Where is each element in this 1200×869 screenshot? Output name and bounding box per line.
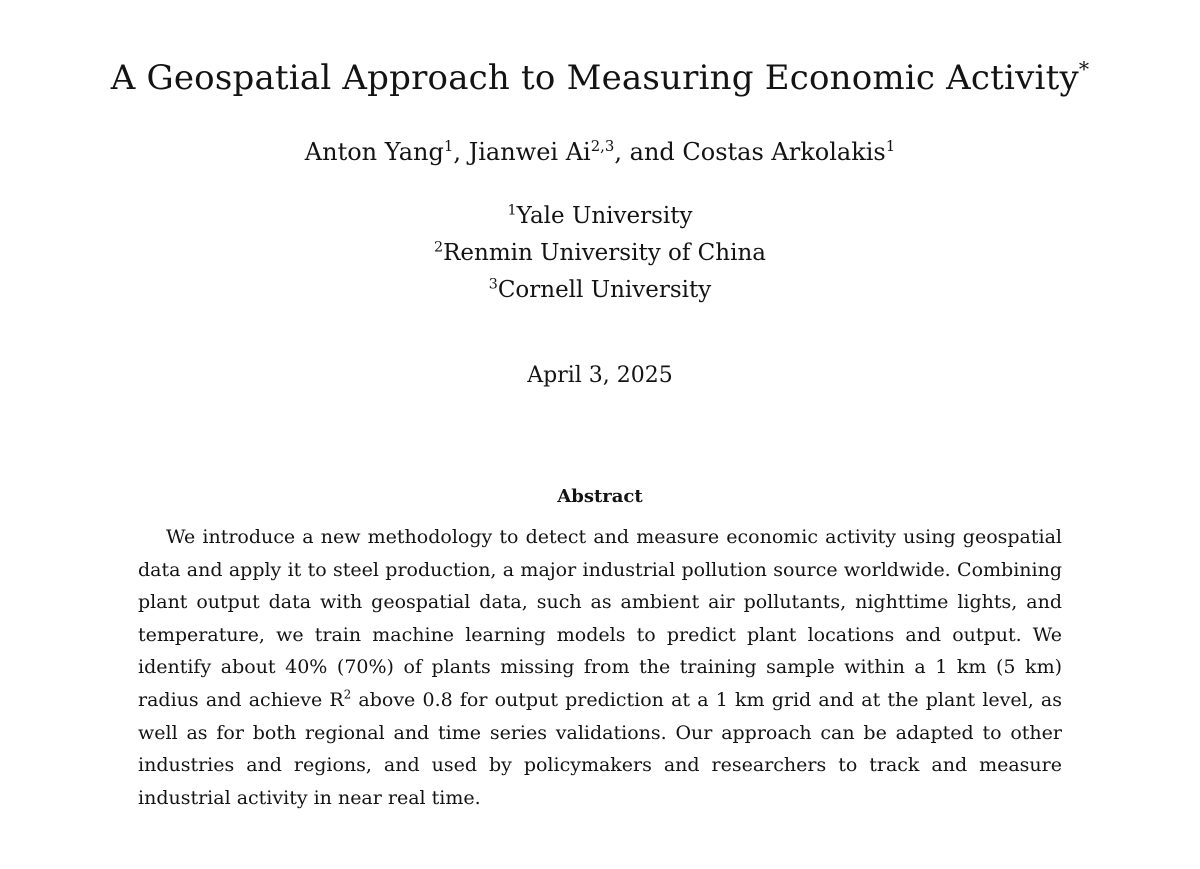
abstract-text-part1: We introduce a new methodology to detect and measure economic activity using geospatial data and apply it to steel production, a major industrial pollution source worldwide. Combining plant output data with geospatial data, such as ambient air pollutants, nighttime lights, and temperature, we train machine learning models to predict plant locations and output. We identify about 40% (70%) of plants missing from the training sample within a 1 km (5 km) radius and achieve R bbox=[138, 526, 1062, 711]
affiliation-line bbox=[0, 198, 1200, 235]
author-separator: , bbox=[453, 138, 469, 166]
author-affiliation-superscript: 1 bbox=[443, 137, 454, 155]
affiliation-superscript: 3 bbox=[488, 276, 498, 293]
abstract-r-squared-superscript: 2 bbox=[343, 687, 352, 702]
affiliation-name: Yale University bbox=[516, 203, 693, 229]
author-separator: , and bbox=[614, 138, 683, 166]
affiliation-superscript: 2 bbox=[434, 239, 444, 256]
author-name: Jianwei Ai bbox=[468, 138, 591, 166]
abstract-text-part2: above 0.8 for output prediction at a 1 km grid and at the plant level, as well as for both regional and time series validations. Our approach can be adapted to other industries and regions, and used by policymakers and researchers to track and measure industrial activity in near real time. bbox=[138, 688, 1062, 809]
affiliation-superscript: 1 bbox=[507, 202, 517, 219]
author-name: Costas Arkolakis bbox=[682, 138, 886, 166]
affiliation-name: Renmin University of China bbox=[443, 240, 766, 266]
affiliation-line bbox=[0, 235, 1200, 272]
paper-title bbox=[0, 58, 1200, 98]
author-name: Anton Yang bbox=[304, 138, 444, 166]
authors-line bbox=[0, 138, 1200, 166]
paper-title-text: A Geospatial Approach to Measuring Economic Activity bbox=[110, 58, 1079, 98]
date-line: April 3, 2025 bbox=[527, 363, 673, 388]
affiliations-block bbox=[0, 198, 1200, 309]
author-affiliation-superscript: 2,3 bbox=[590, 137, 615, 155]
affiliation-line bbox=[0, 272, 1200, 309]
author-affiliation-superscript: 1 bbox=[885, 137, 896, 155]
affiliation-name: Cornell University bbox=[497, 277, 712, 303]
abstract-text bbox=[138, 521, 1062, 814]
title-footnote-mark: * bbox=[1078, 57, 1090, 82]
abstract-heading: Abstract bbox=[557, 486, 643, 507]
